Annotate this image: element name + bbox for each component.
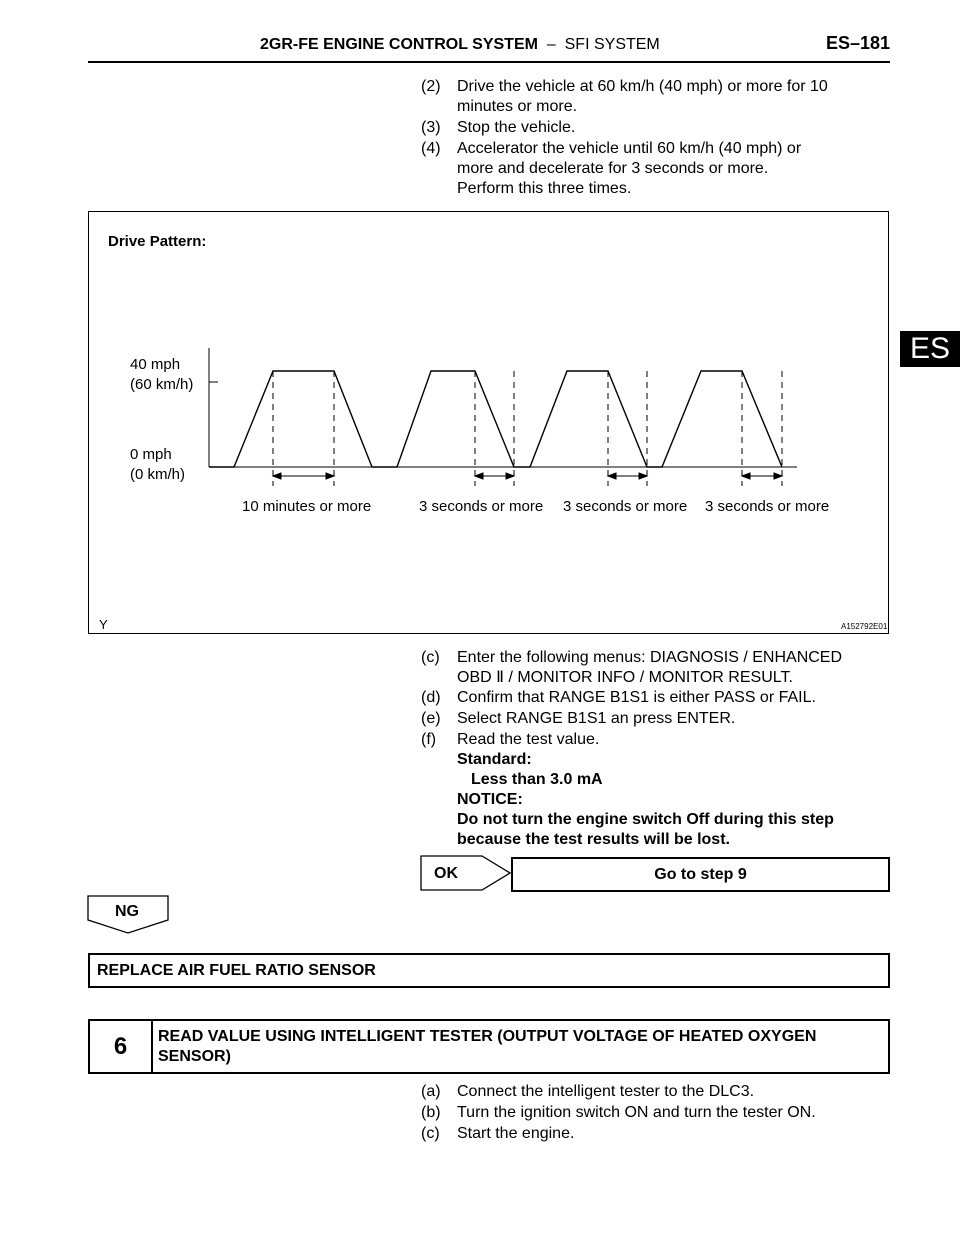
step-4 [421, 139, 891, 199]
page-number: ES–181 [826, 33, 891, 53]
drive-pattern-figure [88, 211, 889, 634]
header-title-rest: – SFI SYSTEM [537, 36, 660, 53]
notice-line: because the test results will be lost. [457, 831, 730, 848]
y-label-high-1: 40 mph [130, 356, 181, 373]
step6-box [88, 1019, 890, 1074]
step-line: Accelerator the vehicle until 60 km/h (40 mph) or [457, 140, 802, 157]
step-f [421, 730, 891, 750]
step-label: (e) [421, 710, 441, 727]
standard-label: Standard: [457, 751, 532, 768]
y-label-low-1: 0 mph [130, 446, 172, 463]
header-rule [88, 61, 890, 63]
step-line: Perform this three times. [457, 180, 632, 197]
header-title-bold: 2GR-FE ENGINE CONTROL SYSTEM [260, 36, 538, 53]
step-line: Stop the vehicle. [457, 119, 576, 136]
notice-label: NOTICE: [457, 791, 523, 808]
step-line: more and decelerate for 3 seconds or more. [457, 160, 769, 177]
arrow-head [742, 473, 750, 479]
step-line: OBD Ⅱ / MONITOR INFO / MONITOR RESULT. [457, 669, 793, 686]
step-label: (c) [421, 649, 440, 666]
step-c [421, 648, 891, 688]
interval-label-1: 10 minutes or more [242, 498, 372, 515]
step-line: Start the engine. [457, 1125, 575, 1142]
y-label-high-2: (60 km/h) [130, 376, 194, 393]
step-label: (4) [421, 140, 441, 157]
step6-number: 6 [90, 1021, 153, 1072]
step-2 [421, 77, 891, 117]
step-line: Enter the following menus: DIAGNOSIS / ENHANCED [457, 649, 843, 666]
interval-label-3: 3 seconds or more [563, 498, 688, 515]
step-c-bottom [421, 1124, 891, 1144]
step-line: Select RANGE B1S1 an press ENTER. [457, 710, 736, 727]
arrow-head [608, 473, 616, 479]
step-label: (b) [421, 1104, 441, 1121]
ng-arrow [87, 895, 171, 935]
arrow-head [475, 473, 483, 479]
y-label-low-2: (0 km/h) [130, 466, 186, 483]
figure-corner-mark: Y [99, 617, 108, 632]
section-tab: ES [900, 331, 960, 367]
step6-title [158, 1027, 816, 1067]
arrow-head [326, 473, 334, 479]
arrow-head [774, 473, 782, 479]
drive-pattern-diagram [89, 212, 888, 633]
arrow-head [273, 473, 281, 479]
step-line: Drive the vehicle at 60 km/h (40 mph) or more for 10 [457, 78, 828, 95]
step-e [421, 709, 891, 729]
step-label: (c) [421, 1125, 440, 1142]
step-line: Confirm that RANGE B1S1 is either PASS or FAIL. [457, 689, 816, 706]
arrow-head [506, 473, 514, 479]
standard-value: Less than 3.0 mA [471, 771, 603, 788]
step-label: (3) [421, 119, 441, 136]
step-b [421, 1103, 891, 1123]
figure-title: Drive Pattern: [108, 233, 207, 250]
speed-profile-line [209, 371, 782, 467]
step-3 [421, 118, 891, 138]
interval-label-4: 3 seconds or more [705, 498, 830, 515]
step-d [421, 688, 891, 708]
ng-label: NG [115, 903, 139, 920]
step-line: Connect the intelligent tester to the DLC3. [457, 1083, 755, 1100]
figure-code: A152792E01 [841, 622, 888, 631]
step-label: (f) [421, 731, 437, 748]
replace-box: REPLACE AIR FUEL RATIO SENSOR [88, 953, 890, 988]
step-label: (a) [421, 1083, 441, 1100]
step-label: (2) [421, 78, 441, 95]
step-line: Turn the ignition switch ON and turn the tester ON. [457, 1104, 816, 1121]
step6-title-line: SENSOR) [158, 1048, 231, 1065]
arrow-head [639, 473, 647, 479]
notice-line: Do not turn the engine switch Off during this step [457, 811, 834, 828]
ok-result-box: Go to step 9 [511, 857, 890, 892]
header-title [260, 36, 660, 54]
interval-label-2: 3 seconds or more [419, 498, 544, 515]
step-line: Read the test value. [457, 731, 600, 748]
standard-block [457, 750, 891, 850]
step-label: (d) [421, 689, 441, 706]
step6-title-line: READ VALUE USING INTELLIGENT TESTER (OUTPUT VOLTAGE OF HEATED OXYGEN [158, 1028, 817, 1045]
ok-label: OK [434, 865, 458, 882]
ok-arrow [420, 855, 512, 891]
step-a [421, 1082, 891, 1102]
step-line: minutes or more. [457, 98, 578, 115]
